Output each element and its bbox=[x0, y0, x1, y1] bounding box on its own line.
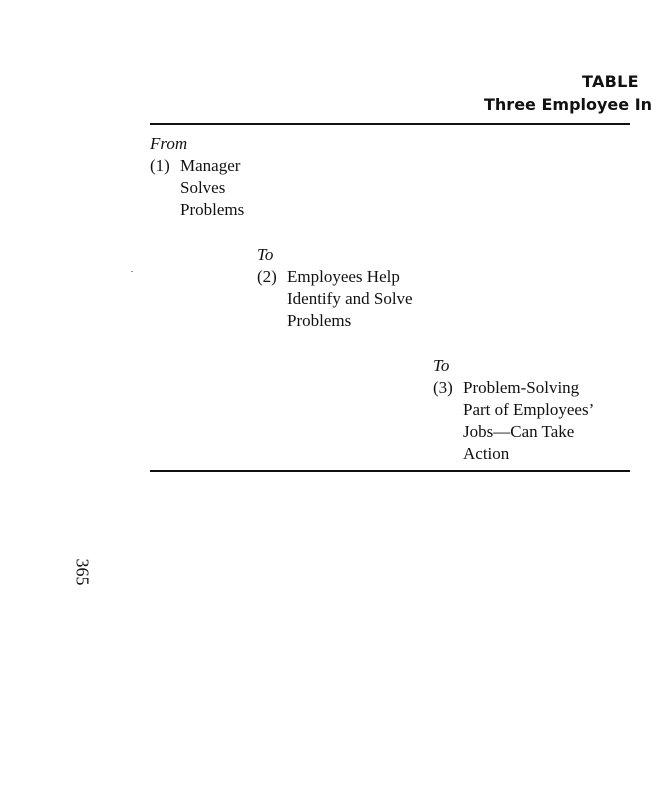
stage-2-line: Employees Help bbox=[287, 267, 400, 286]
stage-1-lead: From bbox=[150, 134, 188, 153]
stage-2-number: (2) bbox=[257, 267, 277, 286]
stage-2-item bbox=[257, 266, 413, 332]
stage-3 bbox=[433, 355, 594, 465]
stage-3-line: Jobs—Can Take bbox=[463, 422, 575, 441]
table-label: TABLE bbox=[582, 72, 639, 91]
stage-1-line: Solves bbox=[180, 178, 226, 197]
page-number bbox=[68, 552, 96, 592]
page-number-text: 365 bbox=[72, 558, 93, 586]
stage-2-text bbox=[287, 266, 413, 332]
stage-3-line: Part of Employees’ bbox=[463, 400, 595, 419]
stage-1 bbox=[150, 133, 244, 221]
stage-3-text bbox=[463, 377, 594, 465]
stage-2-line: Identify and Solve bbox=[287, 289, 413, 308]
table-bottom-rule bbox=[150, 470, 630, 472]
stage-3-number: (3) bbox=[433, 378, 453, 397]
table-top-rule bbox=[150, 123, 630, 125]
stage-2 bbox=[257, 244, 413, 332]
table-title: Three Employee In bbox=[484, 95, 652, 114]
stage-1-text bbox=[180, 155, 244, 221]
stage-3-item bbox=[433, 377, 594, 465]
stage-2-lead: To bbox=[257, 245, 274, 264]
stage-2-line: Problems bbox=[287, 311, 352, 330]
stage-1-line: Manager bbox=[180, 156, 241, 175]
scan-speck bbox=[131, 271, 133, 272]
stage-1-number: (1) bbox=[150, 156, 170, 175]
stage-1-line: Problems bbox=[180, 200, 245, 219]
stage-3-line: Action bbox=[463, 444, 510, 463]
stage-3-lead: To bbox=[433, 356, 450, 375]
stage-1-item bbox=[150, 155, 244, 221]
stage-3-line: Problem-Solving bbox=[463, 378, 580, 397]
